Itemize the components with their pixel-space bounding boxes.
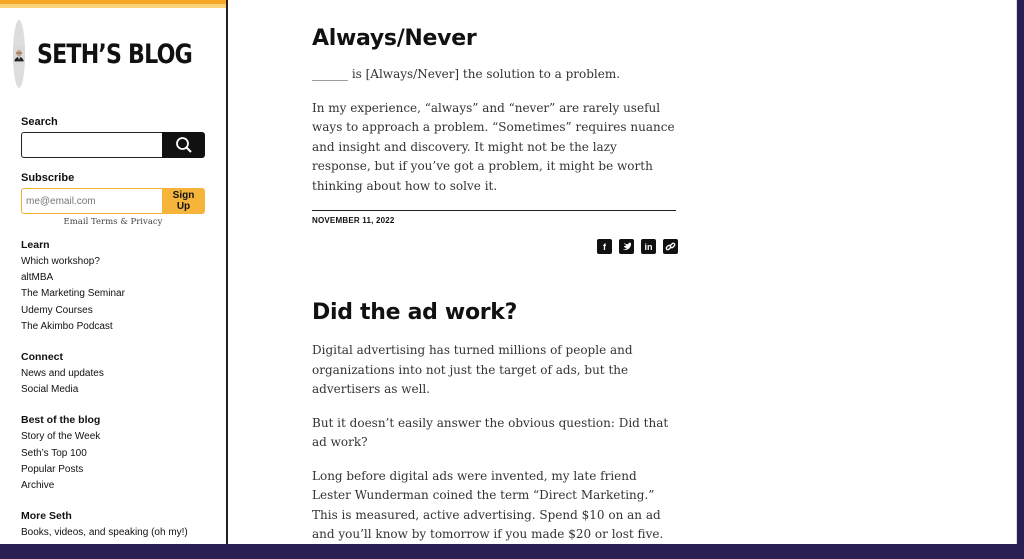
divider <box>312 210 676 211</box>
avatar <box>13 20 25 88</box>
nav-item-udemy-courses[interactable]: Udemy Courses <box>21 304 93 316</box>
post-paragraph: In my experience, “always” and “never” are rarely useful ways to approach a problem. “Sometimes” requires nuance and insight and discovery. It might not be the lazy response, but if you’ve got a problem, it might be worth thinking about how to solve it. <box>312 100 675 193</box>
search-input[interactable] <box>21 132 162 158</box>
share-bar <box>312 239 678 254</box>
post-paragraph: Digital advertising has turned millions of people and organizations into not just the target of ads, but the advertisers as well. <box>312 343 633 396</box>
email-terms-link[interactable]: Email Terms & Privacy <box>63 217 163 227</box>
nav-item-social-media[interactable]: Social Media <box>21 384 79 396</box>
post-paragraph: Long before digital ads were invented, my late friend Lester Wunderman coined the term “Direct Marketing.” This is measured, active advertising. Spend $10 on an ad and you’ll know by tomorrow if you made $20 or lost five. <box>312 468 664 541</box>
subscribe-form <box>21 188 205 214</box>
nav-item-popular-posts[interactable]: Popular Posts <box>21 463 84 475</box>
subscribe-label: Subscribe <box>21 172 75 184</box>
nav-item-news-updates[interactable]: News and updates <box>21 368 104 380</box>
nav-item-akimbo-podcast[interactable]: The Akimbo Podcast <box>21 320 113 332</box>
post-title[interactable]: Always/Never <box>312 26 477 51</box>
site-title[interactable]: SETH’S BLOG <box>37 38 192 70</box>
sign-up-button[interactable]: Sign Up <box>162 188 205 214</box>
post <box>312 254 678 545</box>
facebook-icon[interactable]: f <box>597 239 612 254</box>
nav-item-top-100[interactable]: Seth’s Top 100 <box>21 447 87 459</box>
nav-heading-learn: Learn <box>21 239 50 251</box>
nav-item-altmba[interactable]: altMBA <box>21 272 54 284</box>
brand[interactable] <box>0 8 226 92</box>
post-title[interactable]: Did the ad work? <box>312 300 518 325</box>
search-icon <box>175 136 193 154</box>
main-content <box>312 0 678 559</box>
nav-heading-best: Best of the blog <box>21 414 101 427</box>
nav-item-story-of-week[interactable]: Story of the Week <box>21 431 101 443</box>
nav-heading-connect: Connect <box>21 351 63 364</box>
email-field[interactable] <box>21 188 162 214</box>
linkedin-icon[interactable]: in <box>641 239 656 254</box>
search-form <box>21 132 205 158</box>
twitter-icon[interactable] <box>619 239 634 254</box>
nav-heading-more: More Seth <box>21 510 72 523</box>
nav-item-books-videos[interactable]: Books, videos, and speaking (oh my!) <box>21 527 188 539</box>
post-date[interactable]: NOVEMBER 11, 2022 <box>312 216 395 225</box>
author-portrait <box>13 20 25 88</box>
nav-item-archive[interactable]: Archive <box>21 480 55 492</box>
search-label: Search <box>21 116 58 128</box>
nav-item-marketing-seminar[interactable]: The Marketing Seminar <box>21 288 125 300</box>
post-paragraph: But it doesn’t easily answer the obvious question: Did that ad work? <box>312 415 669 449</box>
post-paragraph: ______ is [Always/Never] the solution to a problem. <box>312 67 621 81</box>
nav-item-which-workshop[interactable]: Which workshop? <box>21 256 100 267</box>
link-icon[interactable] <box>663 239 678 254</box>
post <box>312 0 678 254</box>
sidebar <box>0 0 228 544</box>
search-button[interactable] <box>162 132 205 158</box>
